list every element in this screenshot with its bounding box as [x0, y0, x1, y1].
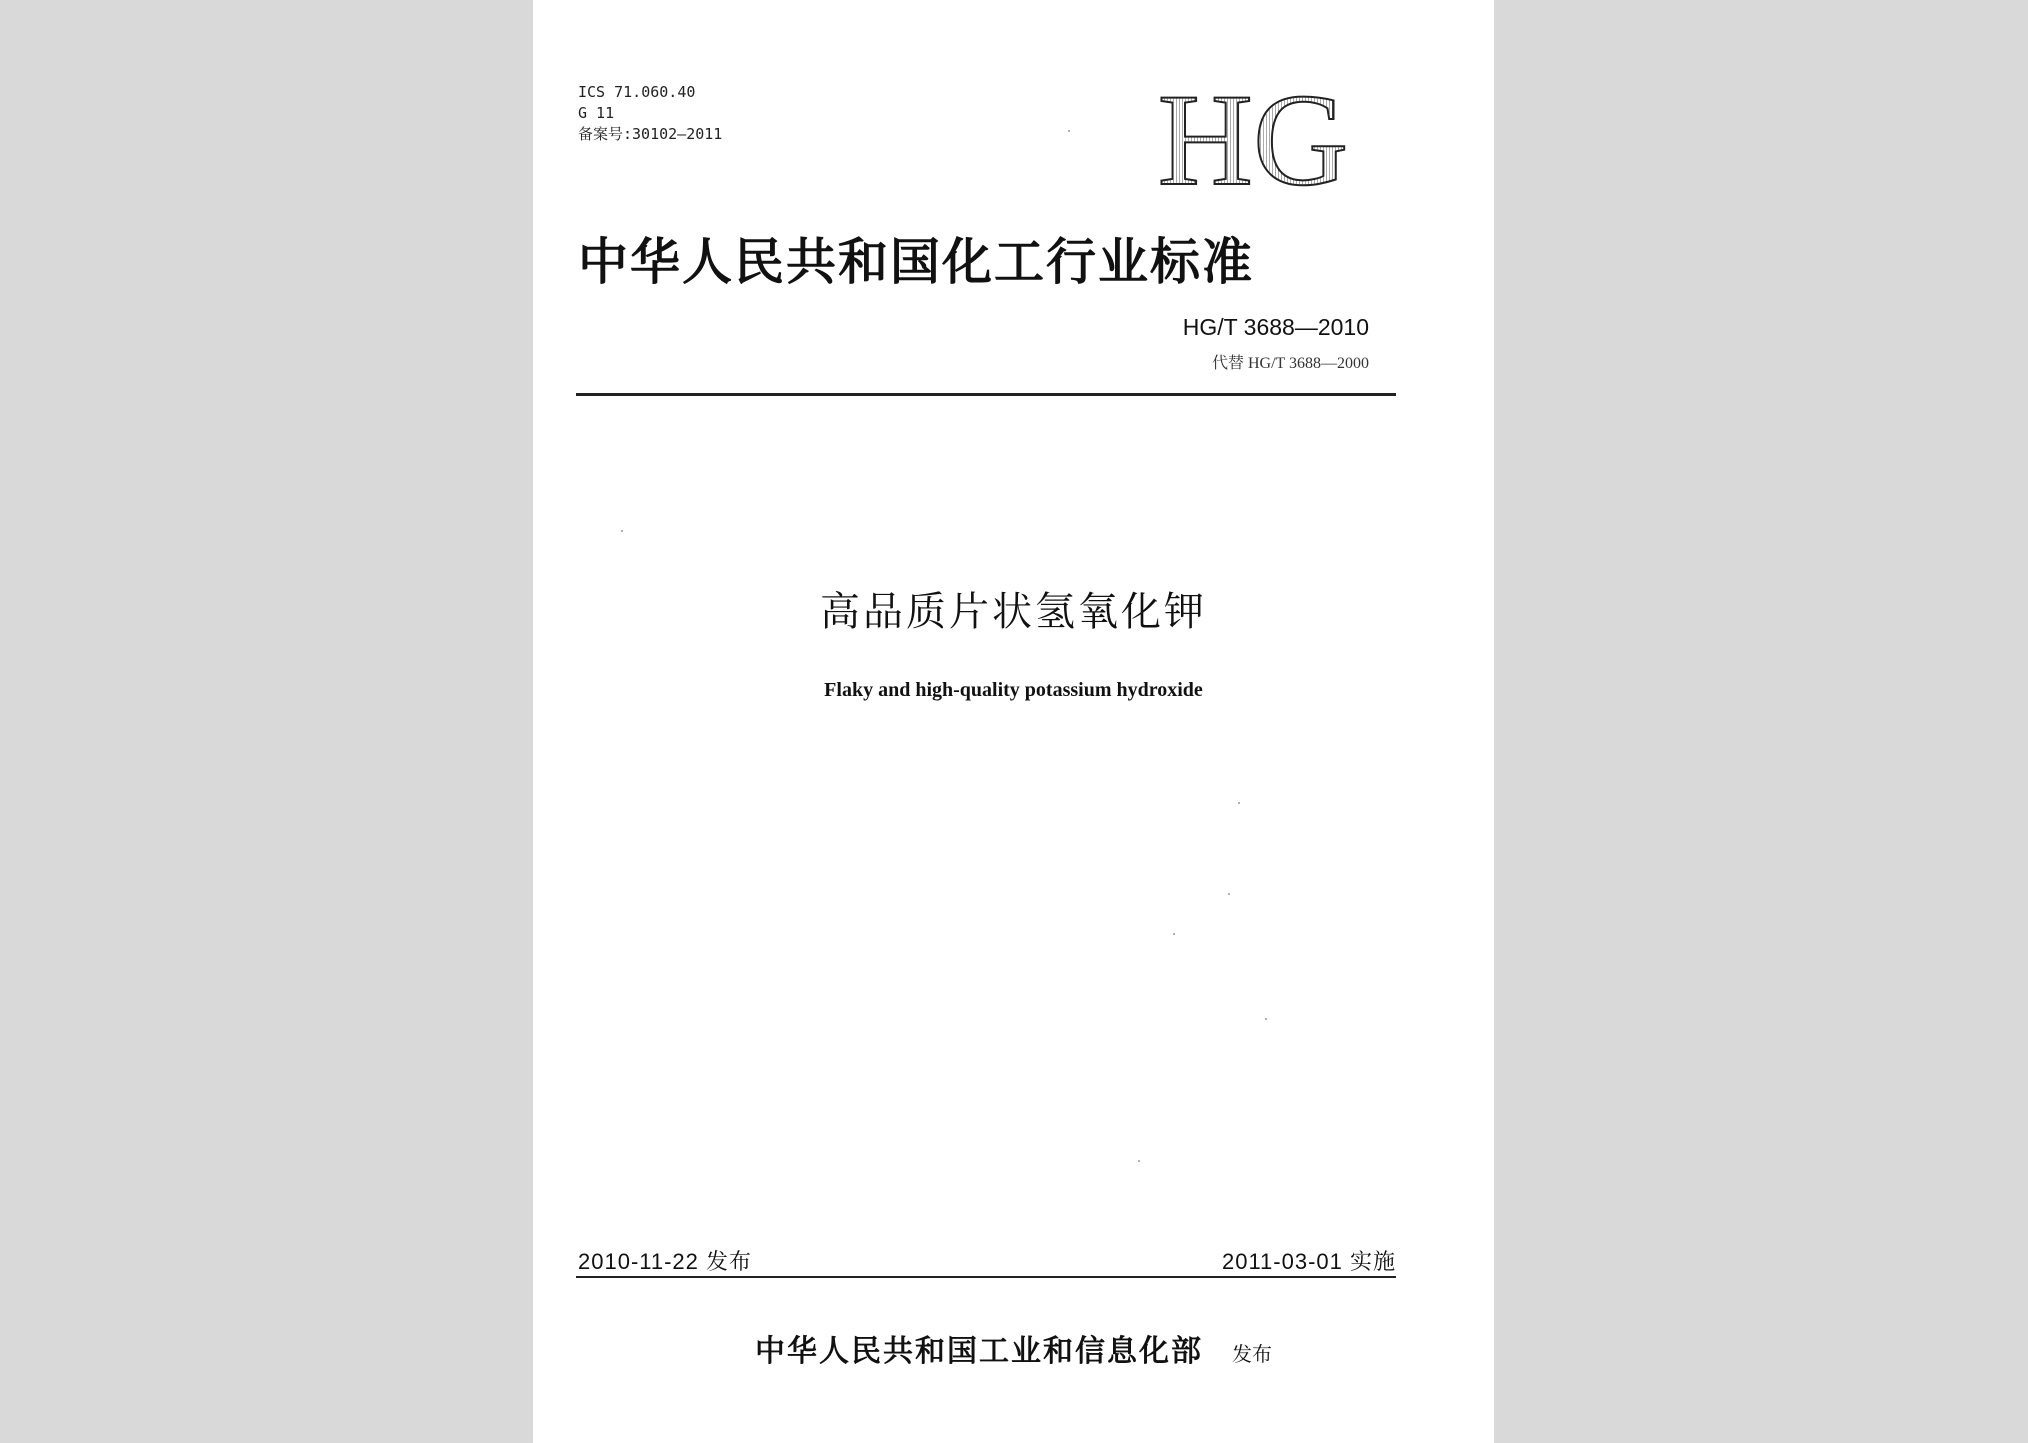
- publisher-line: [533, 1326, 1494, 1370]
- scan-speck: [1173, 933, 1175, 935]
- implementation-date: 2011-03-01 实施: [1221, 1249, 1396, 1274]
- document-title-en: Flaky and high-quality potassium hydroxide: [824, 679, 1203, 701]
- filing-number: 备案号:30102—2011: [578, 125, 723, 143]
- footer-divider: [576, 1276, 1396, 1278]
- issue-date: 2010-11-22 发布: [578, 1249, 753, 1274]
- scan-speck: [1238, 802, 1240, 804]
- scan-speck: [621, 530, 623, 532]
- document-title-cn: 高品质片状氢氧化钾: [820, 589, 1207, 635]
- scan-speck: [1265, 1018, 1267, 1020]
- document-page: [533, 0, 1494, 1443]
- ics-code: ICS 71.060.40: [578, 83, 696, 101]
- replaces-standard: 代替 HG/T 3688—2000: [1211, 355, 1369, 372]
- standard-number: HG/T 3688—2010: [1182, 314, 1369, 340]
- hg-logo-text: HG: [1157, 72, 1349, 202]
- header-divider: [576, 393, 1396, 396]
- scan-speck: [1228, 893, 1230, 895]
- hg-logo: [1143, 72, 1363, 202]
- publisher-name: 中华人民共和国工业和信息化部: [754, 1334, 1203, 1369]
- publisher-suffix: 发布: [1232, 1342, 1273, 1366]
- classification-block: [578, 82, 722, 145]
- date-row: [578, 1245, 1396, 1275]
- ccs-code: G 11: [578, 104, 615, 122]
- scan-speck: [1138, 1160, 1140, 1162]
- scan-speck: [1068, 130, 1070, 132]
- standard-title: 中华人民共和国化工行业标准: [578, 232, 1254, 291]
